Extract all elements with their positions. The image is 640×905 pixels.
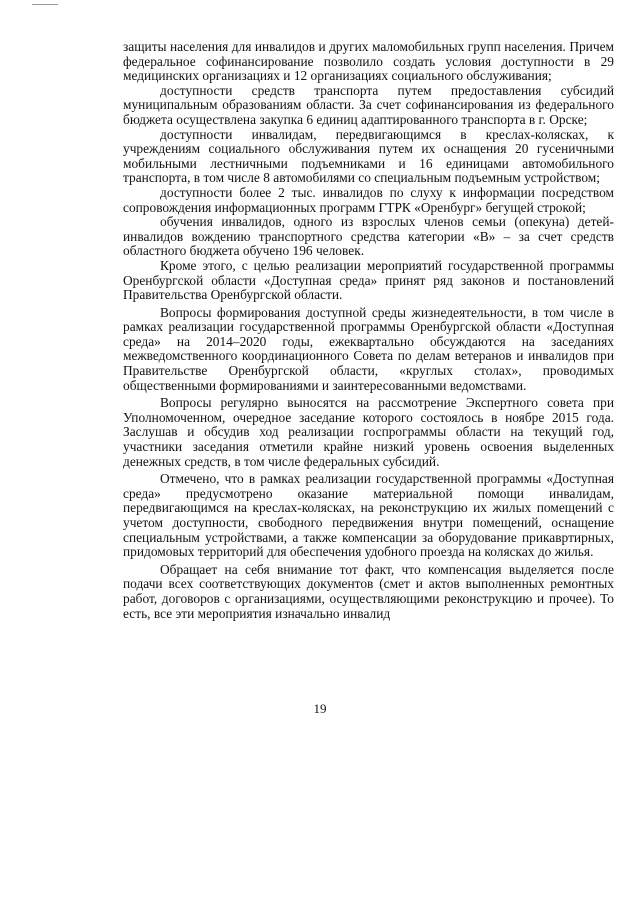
paragraph: доступности инвалидам, передвигающимся в креслах-колясках, к учреждениям социального обслуживания путем их оснащения 20 гусеничными мобильными лестничными подъемниками и 16 единицами автомобильного транспорта, в том числе 8 автомобилями со специальным подъемным устройством; [123, 126, 614, 186]
paragraph: доступности более 2 тыс. инвалидов по слуху к информации посредством сопровождения информационных программ ГТРК «Оренбург» бегущей строкой; [123, 184, 614, 215]
scan-corner-mark [32, 4, 58, 5]
paragraph: Вопросы формирования доступной среды жизнедеятельности, в том числе в рамках реализации государственной программы Оренбургской области «Доступная среда» на 2014–2020 годы, ежеквартально обсуждаются на заседаниях межведомственного координационного Совета по делам ветеранов и инвалидов при Правительстве Оренбургской области, «круглых столах», проводимых общественными формированиями и заинтересованными ведомствами. [123, 304, 614, 393]
page-number: 19 [313, 701, 327, 716]
paragraph: Вопросы регулярно выносятся на рассмотрение Экспертного совета при Уполномоченном, очередное заседание которого состоялось в ноябре 2015 года. Заслушав и обсудив ход реализации госпрограммы области на текущий год, участники заседания отметили крайне низкий уровень освоения выделенных денежных средств, в том числе федеральных субсидий. [123, 395, 614, 469]
document-body [123, 40, 614, 621]
paragraph: защиты населения для инвалидов и других маломобильных групп населения. Причем федеральное софинансирование позволило создать условия доступности в 29 медицинских организациях и 12 организациях социального обслуживания; [123, 39, 614, 84]
paragraph: Отмечено, что в рамках реализации государственной программы «Доступная среда» предусмотрено оказание материальной помощи инвалидам, передвигающимся на креслах-колясках, на реконструкцию их жилых помещений с учетом доступности, свободного передвижения внутри помещений, оснащение специальным устройствами, а также компенсации за оборудование прикавртирных, придомовых территорий для обеспечения удобного проезда на колясках до жилья. [123, 471, 614, 560]
paragraph: Кроме этого, с целью реализации мероприятий государственной программы Оренбургской области «Доступная среда» принят ряд законов и постановлений Правительства Оренбургской области. [123, 257, 614, 303]
paragraph: обучения инвалидов, одного из взрослых членов семьи (опекуна) детей-инвалидов вождению транспортного средства категории «В» – за счет средств областного бюджета обучено 196 человек. [123, 214, 614, 259]
paragraph: Обращает на себя внимание тот факт, что компенсация выделяется после подачи всех соответствующих документов (смет и актов выполненных ремонтных работ, договоров с организациями, осуществляющими реконструкцию и прочее). То есть, все эти мероприятия изначально инвалид [123, 561, 614, 621]
paragraph: доступности средств транспорта путем предоставления субсидий муниципальным образованиям области. За счет софинансирования из федерального бюджета осуществлена закупка 6 единиц адаптированного транспорта в г. Орске; [123, 82, 614, 127]
